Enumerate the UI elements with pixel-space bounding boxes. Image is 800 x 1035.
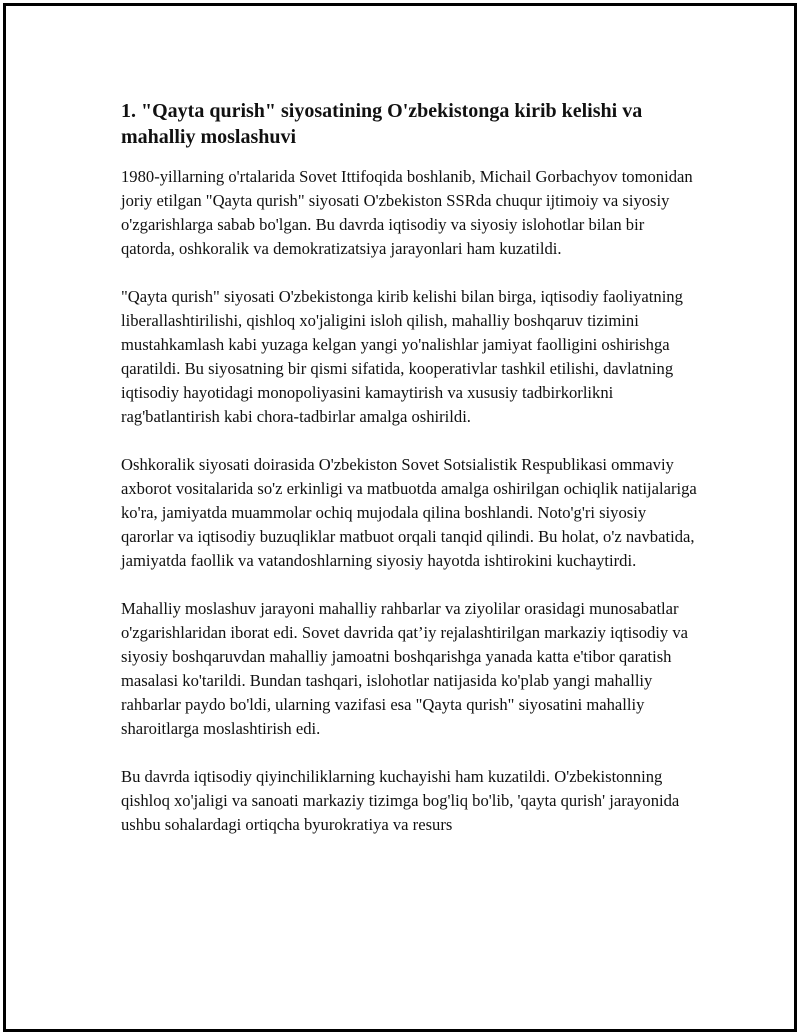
paragraph: "Qayta qurish" siyosati O'zbekistonga kirib kelishi bilan birga, iqtisodiy faoliyatning liberallashtirilishi, qishloq xo'jaligini isloh qilish, mahalliy boshqaruv tizimini mustahkamlash kabi yuzaga kelgan yangi yo'nalishlar jamiyat faolligini oshirishga qaratildi. Bu siyosatning bir qismi sifatida, kooperativlar tashkil etilishi, davlatning iqtisodiy hayotidagi monopoliyasini kamaytirish va xususiy tadbirkorlikni rag'batlantirish kabi chora-tadbirlar amalga oshirildi. [121,287,683,426]
document-body [121,98,701,861]
section-heading: 1. "Qayta qurish" siyosatining O'zbekistonga kirib kelishi va mahalliy moslashuvi [121,100,643,148]
paragraph: Mahalliy moslashuv jarayoni mahalliy rahbarlar va ziyolilar orasidagi munosabatlar o'zgarishlaridan iborat edi. Sovet davrida qat’iy rejalashtirilgan markaziy iqtisodiy va siyosiy boshqaruvdan mahalliy jamoatni boshqarishga yanada katta e'tibor qaratish masalasi ko'tarildi. Bundan tashqari, islohotlar natijasida ko'plab yangi mahalliy rahbarlar paydo bo'ldi, ularning vazifasi esa "Qayta qurish" siyosatini mahalliy sharoitlarga moslashtirish edi. [121,599,688,738]
paragraph: Bu davrda iqtisodiy qiyinchiliklarning kuchayishi ham kuzatildi. O'zbekistonning qishloq xo'jaligi va sanoati markaziy tizimga bog'liq bo'lib, 'qayta qurish' jarayonida ushbu sohalardagi ortiqcha byurokratiya va resurs [121,767,680,834]
paragraph: 1980-yillarning o'rtalarida Sovet Ittifoqida boshlanib, Michail Gorbachyov tomonidan joriy etilgan "Qayta qurish" siyosati O'zbekiston SSRda chuqur ijtimoiy va siyosiy o'zgarishlarga sabab bo'lgan. Bu davrda iqtisodiy va siyosiy islohotlar bilan bir qatorda, oshkoralik va demokratizatsiya jarayonlari ham kuzatildi. [121,167,693,258]
page-frame [3,3,797,1032]
paragraph: Oshkoralik siyosati doirasida O'zbekiston Sovet Sotsialistik Respublikasi ommaviy axborot vositalarida so'z erkinligi va matbuotda amalga oshirilgan ochiqlik natijalariga ko'ra, jamiyatda muammolar ochiq mujodala qilina boshlandi. Noto'g'ri siyosiy qarorlar va iqtisodiy buzuqliklar matbuot orqali tanqid qilindi. Bu holat, o'z navbatida, jamiyatda faollik va vatandoshlarning siyosiy hayotda ishtirokini kuchaytirdi. [121,455,697,570]
